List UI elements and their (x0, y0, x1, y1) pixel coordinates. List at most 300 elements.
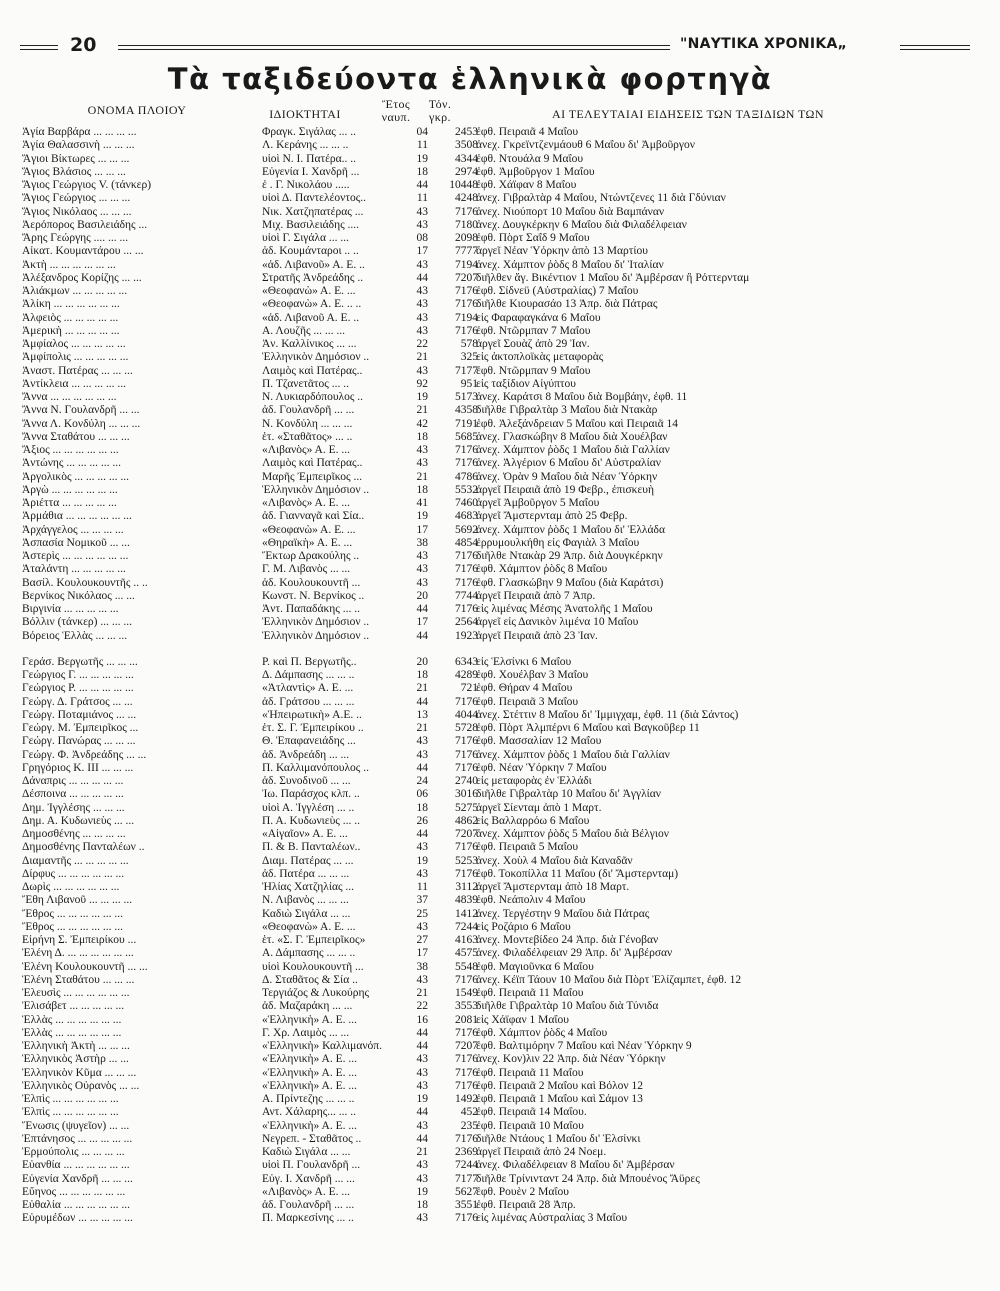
owner: «Ἀτλαντὶς» Α. Ε. ... (262, 682, 354, 695)
gross-tonnage: 3551 (455, 1199, 478, 1211)
latest-news: ἐφθ. Χάμπτον ῥὸδς 8 Μαΐου (476, 563, 608, 576)
ship-name: Ἑλλὰς ... ... ... ... ... ... (22, 1026, 122, 1039)
year-built: 38 (416, 960, 428, 973)
ship-name: Ἑλένη Δ. ... ... ... ... ... ... (22, 947, 134, 960)
year-built: 21 (416, 682, 428, 695)
gross-tonnage: 7744 (455, 589, 478, 602)
table-row (20, 709, 900, 722)
owner: Α. Λουζῆς ... ... ... (262, 324, 346, 337)
gross-tonnage: 4683 (455, 510, 478, 523)
year-built: 43 (416, 298, 428, 311)
ship-name: Ἄννα Λ. Κονδύλη ... ... ... (22, 417, 141, 430)
ship-name: Ἀκτὴ ... ... ... ... ... ... (22, 258, 116, 271)
table-row (20, 775, 900, 788)
gross-tonnage: 7460 (455, 497, 478, 509)
ship-name: Ἔθρος ... ... ... ... ... ... (22, 920, 123, 933)
latest-news: διῆλθε Ντακὰρ 29 Ἀπρ. διὰ Δουγκέρκην (476, 550, 663, 562)
table-row (20, 259, 900, 272)
table-row (20, 206, 900, 219)
table-row (20, 947, 900, 960)
year-built: 26 (416, 814, 428, 827)
ship-name: Ἀντίκλεια ... ... ... ... ... (22, 377, 127, 390)
latest-news: ἐφθ. Ντῶρμπαν 9 Μαΐου (476, 364, 591, 377)
latest-news: διῆλθε Γιβραλτὰρ 10 Μαΐου δι' Ἀγγλίαν (476, 788, 661, 801)
gross-tonnage: 7176 (455, 735, 478, 748)
latest-news: ἀνεχ. Γκρεϊντζενμάουθ 6 Μαΐου δι' Ἀμβοῦργον (476, 139, 695, 152)
owner: ἀδ. Κουμάνταροι .. .. (262, 245, 359, 258)
gross-tonnage: 7244 (455, 1159, 478, 1172)
gross-tonnage: 7176 (455, 761, 478, 774)
table-row (20, 788, 900, 801)
year-built: 19 (416, 152, 428, 165)
owner: «ἀδ. Λιβανοῦ» Α. Ε. .. (262, 258, 365, 271)
owner: Δ. Σταθᾶτος & Σία .. (262, 973, 358, 986)
owner: Μιχ. Βασιλειάδης .... (262, 218, 360, 231)
owner: Ἰω. Παράσχος κλπ. .. (262, 788, 360, 801)
gross-tonnage: 7176 (455, 603, 478, 615)
table-row (20, 510, 900, 523)
gross-tonnage: 4854 (455, 536, 478, 549)
gross-tonnage: 951 (460, 377, 478, 390)
latest-news: εἰς Φαραφαγκάνα 6 Μαΐου (476, 311, 601, 324)
page-number: 20 (70, 34, 97, 56)
gross-tonnage: 7176 (455, 867, 478, 880)
gross-tonnage: 1549 (455, 987, 478, 999)
table-row (20, 192, 900, 205)
year-built: 42 (416, 417, 428, 430)
owner: ἀδ. Μαζαράκη ... ... (262, 1000, 353, 1013)
latest-news: ἀνεχ. Γιβραλτὰρ 4 Μαΐου, Ντώντζενες 11 διὰ Γδύνιαν (476, 192, 726, 205)
year-built: 43 (416, 444, 428, 456)
table-row (20, 762, 900, 775)
ship-name: Εἰρήνη Σ. Ἐμπειρίκου ... (22, 934, 137, 946)
year-built: 43 (416, 1053, 428, 1066)
gross-tonnage: 1923 (455, 629, 478, 642)
year-built: 43 (416, 735, 428, 748)
latest-news: ἀνεχ. Χοὺλ 4 Μαΐου διὰ Καναδᾶν (476, 854, 633, 867)
year-built: 92 (416, 377, 428, 390)
latest-news: ἀνεχ. Χάμπτον ῥὸδς 1 Μαΐου διὰ Γαλλίαν (476, 444, 670, 456)
year-built: 21 (416, 404, 428, 417)
table-row (20, 1014, 900, 1027)
ship-name: Ἕνωσις (ψυγεῖον) ... ... (22, 1119, 130, 1132)
latest-news: ἐφθ. Πειραιᾶ 14 Μαΐου. (476, 1106, 587, 1119)
gross-tonnage: 7176 (455, 298, 478, 311)
table-row (20, 1000, 900, 1013)
column-header-tonnage (416, 98, 464, 124)
owner: Καδιὼ Σιγάλα ... ... (262, 1146, 351, 1158)
table-row (20, 497, 900, 510)
owner: Γ. Μ. Λιβανὸς ... ... (262, 563, 351, 576)
gross-tonnage: 7176 (455, 563, 478, 576)
latest-news: ἐφθ. Γλασκώβην 9 Μαΐου (διὰ Καράτσι) (476, 576, 664, 589)
latest-news: εἰς λιμένας Μέσης Ἀνατολῆς 1 Μαΐου (476, 603, 653, 615)
ship-name: Ἀερόπορος Βασιλειάδης ... (22, 218, 148, 231)
ship-name: Γεώργ. Πανώρας ... ... ... (22, 735, 136, 748)
table-row (20, 630, 900, 643)
year-built: 44 (416, 1026, 428, 1039)
gross-tonnage: 452 (460, 1106, 478, 1119)
year-built: 43 (416, 205, 428, 218)
ship-name: Ἀλφειὸς ... ... ... ... ... (22, 311, 119, 324)
year-built: 17 (416, 523, 428, 536)
table-row (20, 802, 900, 815)
owner: Νικ. Χατζηπατέρας ... (262, 205, 364, 218)
latest-news: εἰς λιμένας Αὐστραλίας 3 Μαΐου (476, 1212, 628, 1225)
page-title: Τὰ ταξιδεύοντα ἑλληνικὰ φορτηγὰ (167, 62, 773, 96)
ship-name: Ἄννα Ν. Γουλανδρῆ ... ... (22, 404, 140, 417)
table-row (20, 484, 900, 497)
year-built: 44 (416, 629, 428, 642)
latest-news: ἐφθ. Ντῶρμπαν 7 Μαΐου (476, 324, 591, 337)
table-row (20, 735, 900, 748)
latest-news: ἐφθ. Πειραιᾶ 5 Μαΐου (476, 841, 579, 854)
latest-news: ἀνεχ. Δουγκέρκην 6 Μαΐου διὰ Φιλαδέλφειαν (476, 218, 687, 231)
table-row (20, 603, 900, 616)
table-row (20, 868, 900, 881)
year-built: 20 (416, 589, 428, 602)
year-built: 43 (416, 920, 428, 933)
year-built: 43 (416, 1159, 428, 1172)
table-row (20, 245, 900, 258)
table-row (20, 855, 900, 868)
gross-tonnage: 7180 (455, 218, 478, 231)
ship-name: Ἀμφίπολις ... ... ... ... ... (22, 351, 129, 364)
latest-news: ἀνεχ. Στέττιν 8 Μαΐου δι' Ἰμμιγχαμ, ἐφθ. 11 (διὰ Σάντος) (476, 708, 739, 721)
table-row (20, 312, 900, 325)
latest-news: ἀργεῖ Νέαν Ὑόρκην ἀπὸ 13 Μαρτίου (476, 245, 648, 258)
ship-name: Ἔθη Λιβανοῦ ... ... ... ... (22, 894, 133, 907)
owner: Ν. Λυκιαρδόπουλος .. (262, 391, 364, 403)
header-rule-left (20, 45, 58, 50)
latest-news: ἐφθ. Πὸρτ Σαΐδ 9 Μαΐου (476, 232, 590, 244)
owner: Ἕκτωρ Δρακούλης .. (262, 550, 360, 562)
latest-news: ἐφθ. Ἀλεξάνδρειαν 5 Μαΐου καὶ Πειραιᾶ 14 (476, 417, 679, 430)
gross-tonnage: 2740 (455, 775, 478, 787)
year-built: 44 (416, 179, 428, 191)
gross-tonnage: 5173 (455, 391, 478, 403)
table-row (20, 325, 900, 338)
table-row (20, 934, 900, 947)
latest-news: διῆλθε Κιουρασάο 13 Ἀπρ. διὰ Πάτρας (476, 298, 658, 311)
owner: «Ἑλληνικὴ» Α. Ε. ... (262, 1013, 357, 1026)
latest-news: ἐφθ. Ντουάλα 9 Μαΐου (476, 152, 584, 165)
ship-name: Βιργινία ... ... ... ... ... (22, 603, 119, 615)
gross-tonnage: 7176 (455, 1053, 478, 1066)
gross-tonnage: 2453 (455, 126, 478, 138)
ship-name: Εὔηνος ... ... ... ... ... ... (22, 1185, 126, 1198)
ship-name: Ἑλληνικὸς Οὐρανὸς ... ... (22, 1079, 140, 1092)
latest-news: ἐφθ. Πειραιᾶ 1 Μαΐου καὶ Σάμον 13 (476, 1093, 643, 1105)
latest-news: ἀργεῖ Πειραιᾶ ἀπὸ 7 Ἀπρ. (476, 589, 596, 602)
latest-news: ἐφθ. Μαγιοῦνκα 6 Μαΐου (476, 960, 594, 973)
latest-news: ἀργεῖ Πειραιᾶ ἀπὸ 24 Νοεμ. (476, 1146, 607, 1158)
latest-news: ἀνεχ. Χάμπτον ῥὸδς 1 Μαΐου διὰ Γαλλίαν (476, 748, 670, 761)
table-row (20, 537, 900, 550)
owner: «Ἑλληνικὴ» Α. Ε. ... (262, 1119, 357, 1132)
table-row (20, 1120, 900, 1133)
gross-tonnage: 7194 (455, 258, 478, 271)
gross-tonnage: 3016 (455, 788, 478, 801)
ship-name: Βόρειος Ἑλλὰς ... ... ... (22, 629, 128, 642)
latest-news: ἐφθ. Νεάπολιν 4 Μαΐου (476, 894, 586, 907)
ship-name: Δίρφυς ... ... ... ... ... ... (22, 867, 125, 880)
year-built: 18 (416, 1199, 428, 1211)
owner: Ἑλληνικὸν Δημόσιον .. (262, 629, 370, 642)
gross-tonnage: 7177 (455, 1172, 478, 1185)
gross-tonnage: 1492 (455, 1093, 478, 1105)
year-built: 19 (416, 391, 428, 403)
year-built: 08 (416, 232, 428, 244)
year-built: 19 (416, 510, 428, 523)
latest-news: ἐφθ. Πειραιᾶ 2 Μαΐου καὶ Βόλον 12 (476, 1079, 644, 1092)
gross-tonnage: 4862 (455, 814, 478, 827)
owner: υἱοὶ Π. Γουλανδρῆ ... (262, 1159, 361, 1172)
gross-tonnage: 2564 (455, 616, 478, 629)
ship-name: Ἀντώνης ... ... ... ... ... (22, 457, 121, 470)
latest-news: ἐφθ. Ἀμβοῦργον 1 Μαΐου (476, 165, 595, 178)
ship-name: Δημ. Ἰγγλέσης ... ... ... (22, 801, 125, 814)
owner: Νεγρεπ. - Σταθᾶτος .. (262, 1132, 362, 1145)
ship-name: Δωρὶς ... ... ... ... ... ... (22, 881, 120, 893)
gross-tonnage: 235 (460, 1119, 478, 1132)
year-built: 19 (416, 854, 428, 867)
latest-news: ἀνεχ. Γλασκώβην 8 Μαΐου διὰ Χουέλβαν (476, 430, 668, 443)
latest-news: ἀνεχ. Ὀρὰν 9 Μαΐου διὰ Νέαν Ὑόρκην (476, 470, 658, 483)
gross-tonnage: 7207 (455, 1040, 478, 1052)
latest-news: εἰς ταξίδιον Αἰγύπτου (476, 377, 576, 390)
latest-news: διῆλθε Ντάους 1 Μαΐου δι' Ἑλσίνκι (476, 1132, 641, 1145)
table-row (20, 179, 900, 192)
year-built: 44 (416, 1132, 428, 1145)
owner: Διαμ. Πατέρας ... ... (262, 854, 354, 867)
owner: υἱοὶ Ν. Ι. Πατέρα.. .. (262, 152, 357, 165)
gross-tonnage: 3553 (455, 1000, 478, 1013)
year-built: 19 (416, 1185, 428, 1198)
owner: Ρ. καὶ Π. Βεργωτῆς.. (262, 655, 357, 668)
latest-news: εἰς μεταφορὰς ἐν Ἑλλάδι (476, 775, 592, 787)
owner: ἑτ. «Σ. Γ. Ἐμπειρῖκος» (262, 934, 366, 946)
year-built: 06 (416, 788, 428, 801)
ship-name: Ἀμερικὴ ... ... ... ... ... (22, 324, 120, 337)
gross-tonnage: 5685 (455, 430, 478, 443)
owner: Ἑλληνικὸν Δημόσιον .. (262, 351, 370, 364)
owner: «Ἑλληνικὴ» Α. Ε. ... (262, 1066, 357, 1079)
gross-tonnage: 7176 (455, 1026, 478, 1039)
table-row (20, 1040, 900, 1053)
year-built: 43 (416, 364, 428, 377)
ship-name: Εὐανθία ... ... ... ... ... ... (22, 1159, 130, 1172)
owner: Ἠλίας Χατζηλίας ... (262, 881, 355, 893)
table-row (20, 550, 900, 563)
year-built: 16 (416, 1013, 428, 1026)
table-row (20, 1067, 900, 1080)
year-built: 11 (416, 139, 428, 152)
gross-tonnage: 3508 (455, 139, 478, 152)
table-row (20, 656, 900, 669)
owner: Φραγκ. Σιγάλας ... .. (262, 126, 356, 138)
ship-name: Γεώργιος Ρ. ... ... ... ... ... (22, 682, 134, 695)
owner: Λ. Κεράνης ... ... .. (262, 139, 349, 152)
year-built: 21 (416, 351, 428, 364)
latest-news: ἀργεῖ Σουὰζ ἀπὸ 29 Ἰαν. (476, 338, 590, 350)
owner: Κωνστ. Ν. Βερνίκος .. (262, 589, 365, 602)
ship-name: Ἐλπὶς ... ... ... ... ... ... (22, 1093, 119, 1105)
table-row (20, 1159, 900, 1172)
owner: υἱοὶ Δ. Παντελέοντος.. (262, 192, 367, 205)
gross-tonnage: 4786 (455, 470, 478, 483)
table-row (20, 285, 900, 298)
latest-news: ἀργεῖ Ἄμστερνταμ ἀπὸ 18 Μαρτ. (476, 881, 630, 893)
latest-news: εἰς Χάϊφαν 1 Μαΐου (476, 1013, 569, 1026)
gross-tonnage: 4358 (455, 404, 478, 417)
table-row (20, 1106, 900, 1119)
column-header-ship-name: ΟΝΟΜΑ ΠΛΟΙΟΥ (87, 103, 187, 117)
latest-news: ἀργεῖ Σίενταμ ἀπὸ 1 Μαρτ. (476, 801, 602, 814)
latest-news: ἀνεχ. Χάμπτον ῥὸδς 8 Μαΐου δι' Ἰταλίαν (476, 258, 664, 271)
year-built: 43 (416, 1212, 428, 1225)
owner: Ἀν. Καλλίνικος ... ... (262, 338, 357, 350)
column-header-tonnage-line2: γκρ. (429, 110, 451, 124)
column-header-latest-news: ΑΙ ΤΕΛΕΥΤΑΙΑΙ ΕΙΔΗΣΕΙΣ ΤΩΝ ΤΑΞΙΔΙΩΝ ΤΩΝ (552, 107, 824, 121)
owner: Ἑλληνικὸν Δημόσιον .. (262, 616, 370, 629)
latest-news: ἐφθ. Πειραιᾶ 3 Μαΐου (476, 695, 579, 708)
gross-tonnage: 7207 (455, 828, 478, 840)
latest-news: ἐφθ. Τοκοπίλλα 11 Μαΐου (δι' Ἄμστερνταμ) (476, 867, 679, 880)
owner: ἀδ. Κουλουκουντῆ ... (262, 576, 361, 589)
year-built: 44 (416, 1106, 428, 1119)
gross-tonnage: 10448 (449, 179, 478, 191)
owner: «Θεοφανὼ» Α. Ε. ... (262, 285, 356, 297)
header-rule-right (900, 45, 970, 50)
gross-tonnage: 7176 (455, 1212, 478, 1225)
ship-name: Εὐγενία Χανδρῆ ... ... ... (22, 1172, 133, 1185)
latest-news: ἐφθ. Πειραιᾶ 28 Ἀπρ. (476, 1199, 576, 1211)
ship-name: Ἐπτάνησος ... ... ... ... ... (22, 1132, 133, 1145)
latest-news: εἰς Ἑλσίνκι 6 Μαΐου (476, 655, 572, 668)
page-header (20, 36, 970, 58)
gross-tonnage: 7176 (455, 576, 478, 589)
latest-news: διῆλθε Γιβραλτὰρ 10 Μαΐου διὰ Τύνιδα (476, 1000, 659, 1013)
gross-tonnage: 578 (460, 338, 478, 350)
owner: Α. Δάμπασης ... ... .. (262, 947, 356, 960)
owner: Θ. Ἐπαφανειάδης ... (262, 735, 356, 748)
year-built: 43 (416, 218, 428, 231)
year-built: 27 (416, 934, 428, 946)
latest-news: διῆλθεν ἅγ. Βικέντιον 1 Μαΐου δι' Ἀμβέρσαν ἢ Ρόττερνταμ (476, 271, 750, 284)
table-row (20, 418, 900, 431)
gross-tonnage: 4575 (455, 947, 478, 960)
gross-tonnage: 7191 (455, 417, 478, 430)
gross-tonnage: 7176 (455, 1132, 478, 1145)
owner: Στρατῆς Ἀνδρεάδης .. (262, 271, 364, 284)
table-row (20, 1080, 900, 1093)
year-built: 22 (416, 1000, 428, 1013)
ship-name: Βερνίκος Νικόλαος ... ... (22, 589, 135, 602)
ship-name: Ἄρης Γεώργης .... ... ... (22, 232, 129, 244)
latest-news: ἀνεχ. Μοντεβίδεο 24 Ἀπρ. διὰ Γένοβαν (476, 934, 659, 946)
table-row (20, 365, 900, 378)
ship-name: Ἀναστ. Πατέρας ... ... ... (22, 364, 133, 377)
ship-name: Ἑλληνικὸς Ἀστὴρ ... ... (22, 1053, 129, 1066)
owner: Αντ. Χάλαρης... ... .. (262, 1106, 357, 1119)
ship-name: Ἑρμούπολις ... ... ... ... (22, 1146, 125, 1158)
ship-name: Εὐθαλία ... ... ... ... ... ... (22, 1199, 130, 1211)
year-built: 25 (416, 907, 428, 920)
gross-tonnage: 1412 (455, 907, 478, 920)
table-row (20, 1093, 900, 1106)
gross-tonnage: 7176 (455, 973, 478, 986)
table-row (20, 1133, 900, 1146)
owner: Εὐγενία Ι. Χανδρῆ ... (262, 165, 360, 178)
table-row (20, 563, 900, 576)
ship-name: Δέσποινα ... ... ... ... ... (22, 788, 124, 801)
table-row (20, 391, 900, 404)
owner: Π. Μαρκεσίνης ... .. (262, 1212, 354, 1225)
ship-name: Ἄννα Σταθάτου ... ... ... (22, 430, 130, 443)
table-row (20, 1146, 900, 1159)
owner: Α. Πρίντεζης ... ... .. (262, 1093, 355, 1105)
year-built: 43 (416, 258, 428, 271)
table-row (20, 828, 900, 841)
ship-name: Ἄξιος ... ... ... ... ... ... (22, 444, 119, 456)
ship-name: Ἁγία Βαρβάρα ... ... ... ... (22, 126, 137, 138)
table-row (20, 1053, 900, 1066)
ship-name: Διαμαντῆς ... ... ... ... ... (22, 854, 129, 867)
ship-name: Γεώργ. Δ. Γράτσος ... ... (22, 695, 133, 708)
ship-name: Δάναπρις ... ... ... ... ... (22, 775, 124, 787)
ship-name: Ἄννα ... ... ... ... ... ... (22, 391, 117, 403)
ship-name: Ἅγιος Γεώργιος ... ... ... (22, 192, 131, 205)
ship-name: Δημοσθένης ... ... ... ... (22, 828, 126, 840)
year-built: 20 (416, 655, 428, 668)
gross-tonnage: 5627 (455, 1185, 478, 1198)
year-built: 43 (416, 1079, 428, 1092)
table-row (20, 524, 900, 537)
table-row (20, 471, 900, 484)
gross-tonnage: 5692 (455, 523, 478, 536)
year-built: 18 (416, 801, 428, 814)
latest-news: ἐφθ. Χάϊφαν 8 Μαΐου (476, 179, 577, 191)
ship-name: Ἀριέττα ... ... ... ... ... (22, 497, 117, 509)
table-row (20, 921, 900, 934)
year-built: 44 (416, 695, 428, 708)
header-rule-middle (118, 45, 670, 50)
table-row (20, 153, 900, 166)
gross-tonnage: 721 (460, 682, 478, 695)
year-built: 18 (416, 165, 428, 178)
year-built: 18 (416, 430, 428, 443)
ship-name: Ἑλένη Σταθάτου ... ... ... (22, 973, 135, 986)
gross-tonnage: 7176 (455, 457, 478, 470)
owner: ἀδ. Ἀνδρεάδη ... ... (262, 748, 350, 761)
column-header-tonnage-line1: Τόν. (428, 97, 452, 111)
gross-tonnage: 2081 (455, 1013, 478, 1026)
gross-tonnage: 7176 (455, 748, 478, 761)
owner: Γ. Χρ. Λαιμὸς ... ... (262, 1026, 350, 1039)
gross-tonnage: 7176 (455, 695, 478, 708)
owner: «Θεοφανὼ» Α. Ε. ... (262, 920, 356, 933)
ship-name: Ἐλπὶς ... ... ... ... ... ... (22, 1106, 119, 1119)
latest-news: ἐφθ. Πειραιᾶ 11 Μαΐου (476, 1066, 584, 1079)
latest-news: ἀνεχ. Χάμπτον ῥὸδς 5 Μαΐου διὰ Βέλγιον (476, 828, 669, 840)
table-row (20, 987, 900, 1000)
ship-name: Ἀλίκη ... ... ... ... ... ... (22, 298, 120, 311)
owner: Δ. Δάμπασης ... ... .. (262, 669, 355, 681)
year-built: 44 (416, 761, 428, 774)
gross-tonnage: 2369 (455, 1146, 478, 1158)
gross-tonnage: 4248 (455, 192, 478, 205)
